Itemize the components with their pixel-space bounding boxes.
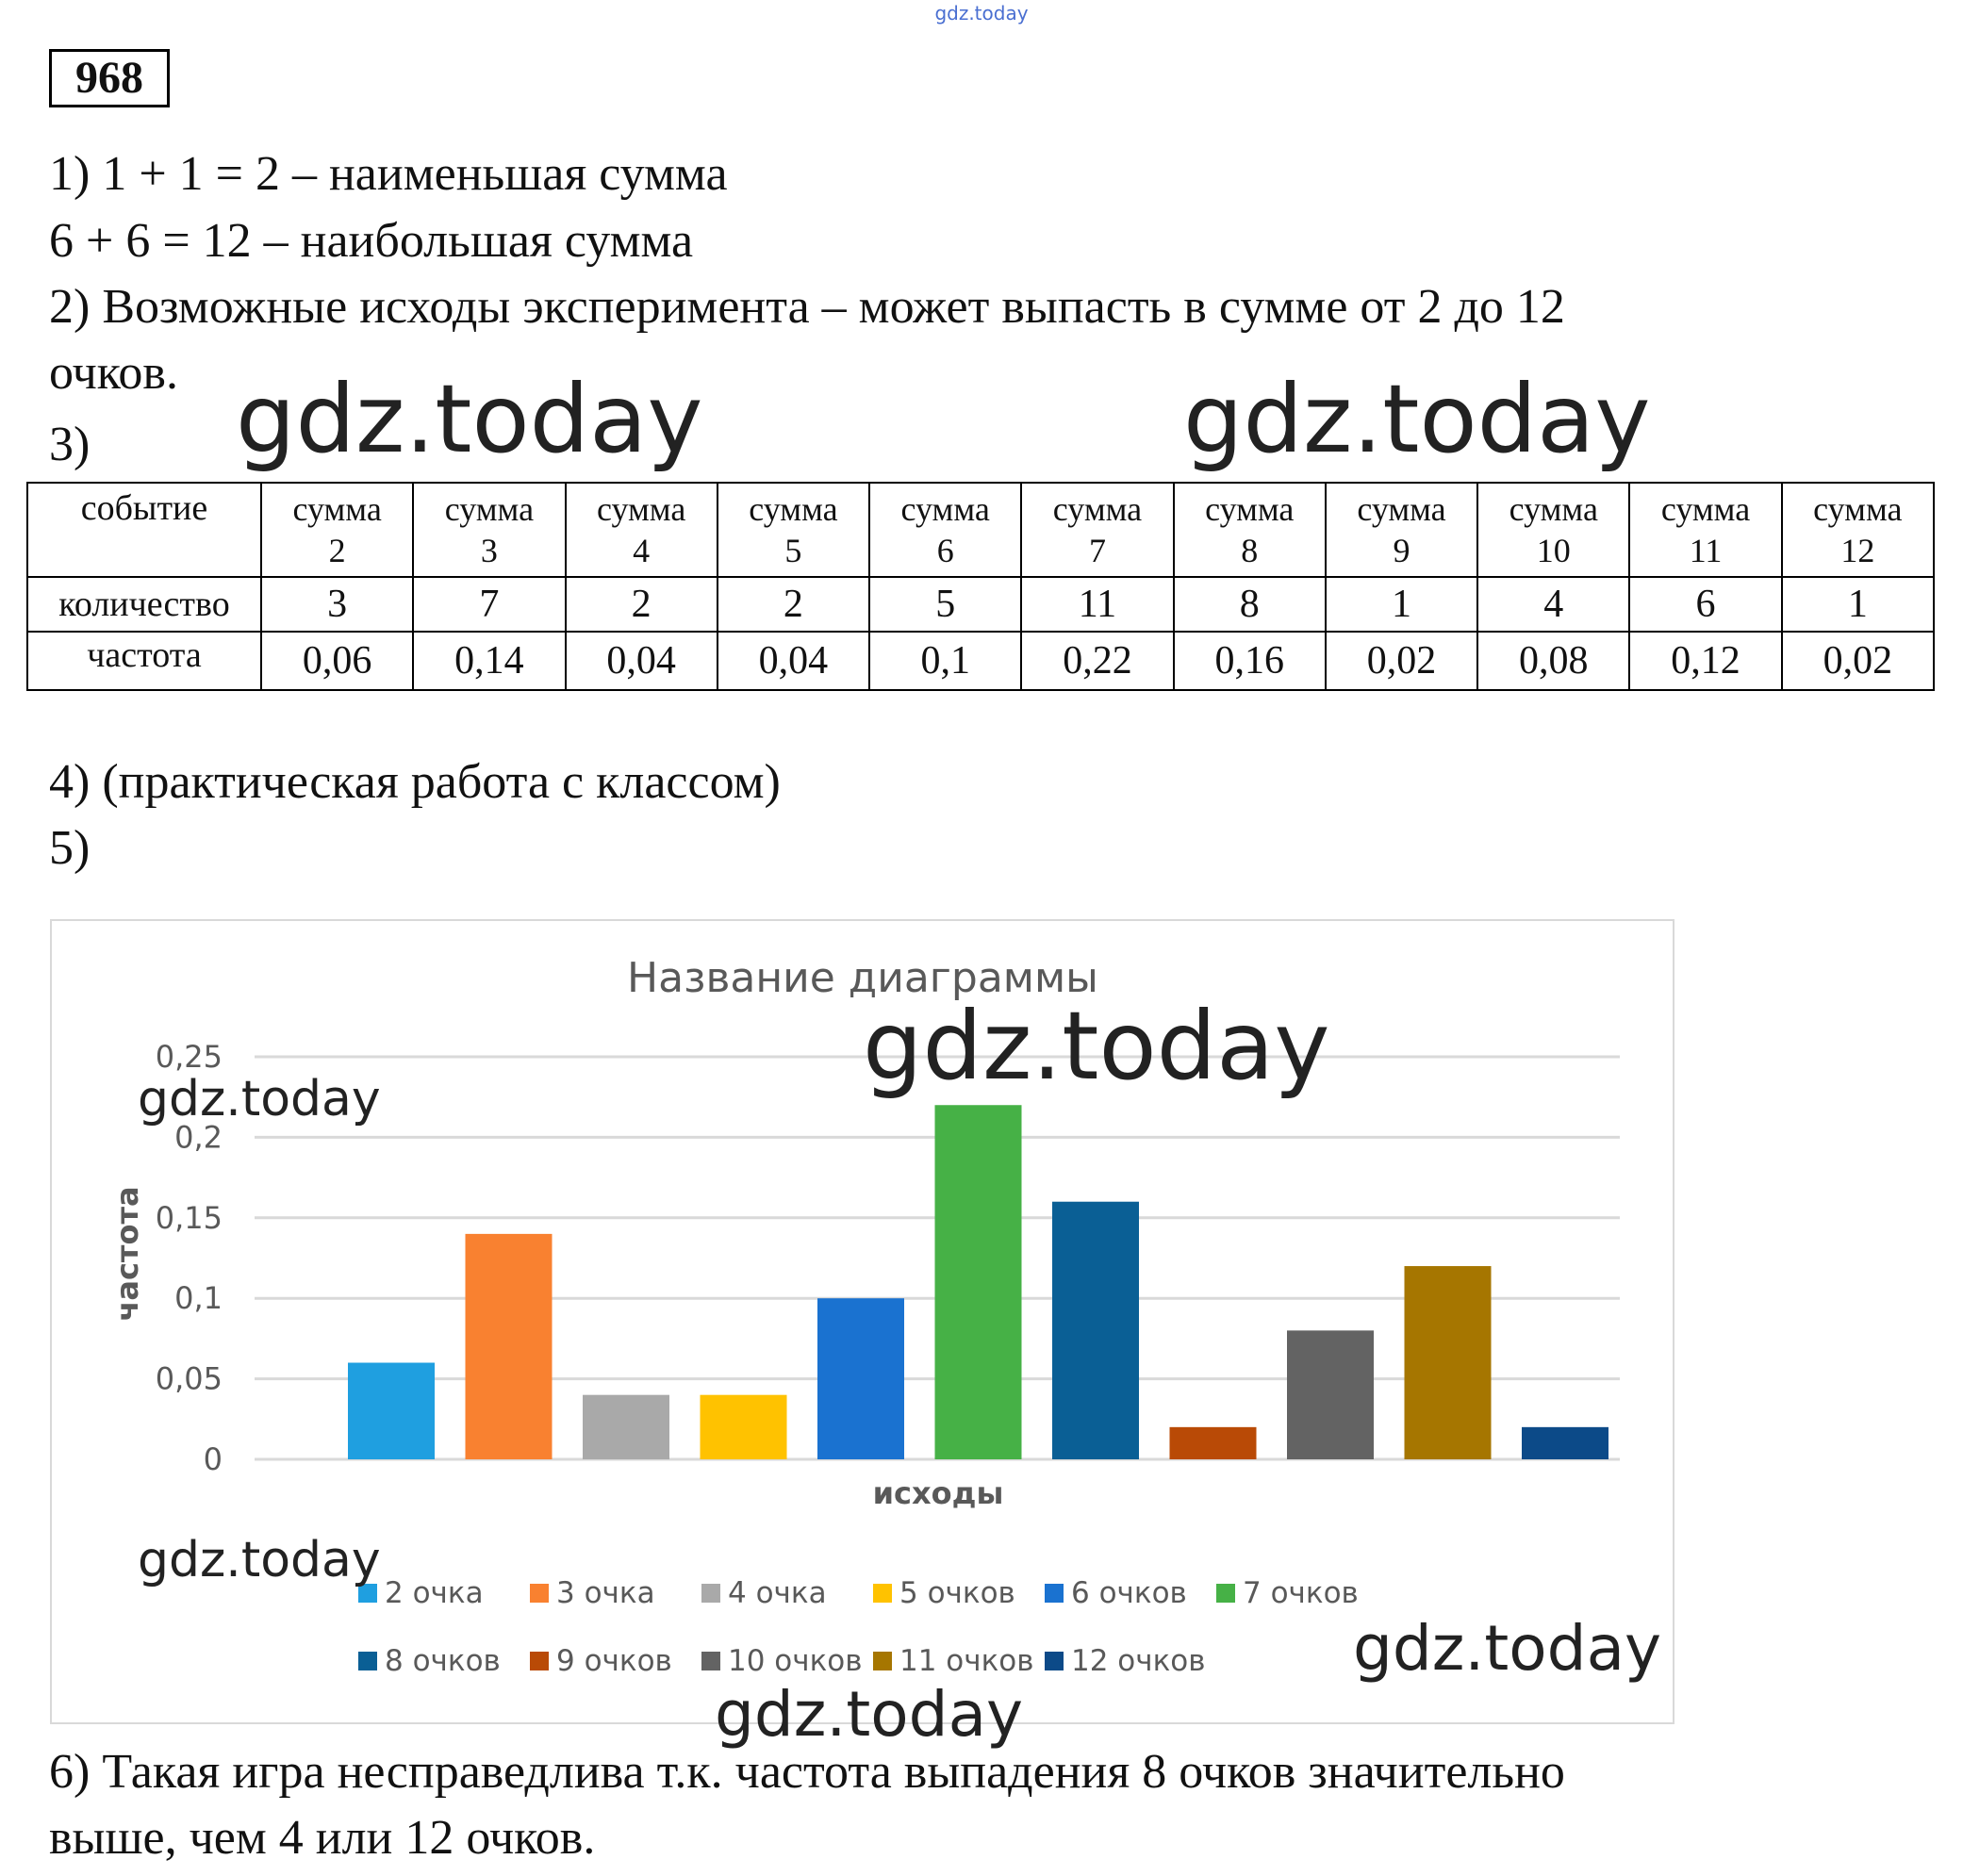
sum-value: 5	[784, 532, 802, 569]
y-tick-label: 0	[203, 1441, 223, 1477]
table-cell-frequency: 0,12	[1629, 632, 1781, 690]
site-watermark-top: gdz.today	[934, 2, 1029, 25]
sum-value: 9	[1393, 532, 1410, 569]
answer-line-6: 4) (практическая работа с классом)	[49, 755, 781, 809]
sum-word: сумма	[900, 490, 990, 528]
table-cell-count: 6	[1629, 577, 1781, 632]
legend-item	[1216, 1576, 1388, 1610]
legend-swatch	[873, 1584, 892, 1603]
table-cell-count: 1	[1782, 577, 1934, 632]
legend-item	[701, 1644, 873, 1678]
legend-label: 2 очка	[385, 1576, 484, 1610]
sum-word: сумма	[1813, 490, 1903, 528]
y-tick-label: 0,2	[174, 1119, 223, 1156]
y-tick-label: 0,15	[155, 1199, 223, 1236]
legend-item	[358, 1644, 530, 1678]
legend-swatch	[701, 1652, 720, 1670]
legend-label: 3 очка	[556, 1576, 655, 1610]
sum-value: 10	[1536, 532, 1571, 569]
y-tick-label: 0,1	[174, 1280, 223, 1317]
table-cell-count: 1	[1326, 577, 1477, 632]
sum-value: 11	[1689, 532, 1723, 569]
table-cell-frequency: 0,02	[1782, 632, 1934, 690]
sum-word: сумма	[292, 490, 382, 528]
table-cell-count: 8	[1174, 577, 1326, 632]
table-cell-frequency: 0,22	[1021, 632, 1173, 690]
sum-word: сумма	[749, 490, 838, 528]
legend-swatch	[530, 1584, 549, 1603]
table-cell-frequency: 0,1	[869, 632, 1021, 690]
legend-label: 11 очков	[899, 1644, 1034, 1678]
answer-line-1: 1) 1 + 1 = 2 – наименьшая сумма	[49, 147, 728, 201]
legend-label: 6 очков	[1071, 1576, 1187, 1610]
sum-value: 3	[480, 532, 498, 569]
sum-word: сумма	[1357, 490, 1446, 528]
legend-label: 4 очка	[728, 1576, 827, 1610]
answer-line-9: выше, чем 4 или 12 очков.	[49, 1811, 596, 1865]
answer-line-4: очков.	[49, 346, 178, 400]
chart-legend-row-2	[358, 1644, 1216, 1678]
legend-label: 7 очков	[1243, 1576, 1359, 1610]
legend-item	[530, 1644, 701, 1678]
legend-item	[530, 1576, 701, 1610]
legend-swatch	[1216, 1584, 1235, 1603]
sum-word: сумма	[1205, 490, 1295, 528]
answer-line-3: 2) Возможные исходы эксперимента – может выпасть в сумме от 2 до 12	[49, 280, 1565, 334]
legend-swatch	[358, 1652, 377, 1670]
sum-word: сумма	[1660, 490, 1751, 528]
bar	[348, 1363, 435, 1459]
bar	[935, 1105, 1022, 1459]
sum-value: 8	[1241, 532, 1259, 569]
legend-swatch	[873, 1652, 892, 1670]
row-label-event: событие	[27, 483, 261, 577]
table-cell-count: 3	[261, 577, 413, 632]
bar	[701, 1395, 787, 1459]
table-cell-count: 2	[566, 577, 718, 632]
sum-value: 2	[328, 532, 346, 569]
bar	[1170, 1427, 1257, 1459]
sum-value: 6	[936, 532, 954, 569]
legend-item	[1045, 1576, 1216, 1610]
watermark: gdz.today	[1183, 364, 1651, 474]
legend-swatch	[1045, 1652, 1064, 1670]
watermark: gdz.today	[715, 1678, 1024, 1751]
sum-value: 4	[633, 532, 651, 569]
table-cell-frequency: 0,16	[1174, 632, 1326, 690]
legend-label: 5 очков	[899, 1576, 1015, 1610]
table-cell-frequency: 0,14	[413, 632, 565, 690]
bar	[583, 1395, 669, 1459]
table-cell-count: 7	[413, 577, 565, 632]
answer-line-5: 3)	[49, 418, 91, 471]
row-label-count: количество	[27, 577, 261, 632]
x-axis-label: исходы	[872, 1475, 1004, 1511]
sum-word: сумма	[597, 490, 686, 528]
table-cell-frequency: 0,04	[566, 632, 718, 690]
table-cell-count: 4	[1477, 577, 1629, 632]
table-cell-frequency: 0,02	[1326, 632, 1477, 690]
legend-item	[873, 1644, 1045, 1678]
table-cell-frequency: 0,04	[718, 632, 869, 690]
answer-line-7: 5)	[49, 821, 91, 875]
table-cell-count: 2	[718, 577, 869, 632]
bar	[1052, 1202, 1139, 1459]
bar	[1522, 1427, 1608, 1459]
legend-label: 12 очков	[1071, 1644, 1206, 1678]
sum-word: сумма	[1509, 490, 1598, 528]
bar	[1405, 1266, 1492, 1459]
bar	[817, 1298, 904, 1459]
table-cell-frequency: 0,08	[1477, 632, 1629, 690]
y-tick-label: 0,05	[155, 1360, 223, 1397]
sum-word: сумма	[444, 490, 535, 528]
sum-word: сумма	[1052, 490, 1143, 528]
watermark: gdz.today	[236, 364, 703, 474]
chart-title: Название диаграммы	[627, 954, 1098, 1002]
answer-line-2: 6 + 6 = 12 – наибольшая сумма	[49, 214, 694, 268]
sum-value: 7	[1088, 532, 1106, 569]
legend-label: 10 очков	[728, 1644, 863, 1678]
legend-swatch	[1045, 1584, 1064, 1603]
problem-number: 968	[49, 49, 170, 107]
legend-item	[1045, 1644, 1216, 1678]
row-label-frequency: частота	[27, 632, 261, 690]
legend-swatch	[701, 1584, 720, 1603]
y-tick-label: 0,25	[155, 1039, 223, 1075]
bar	[466, 1234, 553, 1459]
table-cell-count: 11	[1021, 577, 1173, 632]
legend-label: 9 очков	[556, 1644, 672, 1678]
legend-label: 8 очков	[385, 1644, 501, 1678]
chart-legend-row-1	[358, 1576, 1388, 1610]
legend-item	[701, 1576, 873, 1610]
legend-swatch	[530, 1652, 549, 1670]
watermark: gdz.today	[1353, 1612, 1662, 1685]
legend-item	[358, 1576, 530, 1610]
watermark: gdz.today	[863, 991, 1330, 1101]
watermark: gdz.today	[138, 1071, 381, 1127]
legend-item	[873, 1576, 1045, 1610]
answer-line-8: 6) Такая игра несправедлива т.к. частота выпадения 8 очков значительно	[49, 1745, 1565, 1799]
bar	[1287, 1330, 1374, 1459]
watermark: gdz.today	[138, 1532, 381, 1588]
table-cell-frequency: 0,06	[261, 632, 413, 690]
table-cell-count: 5	[869, 577, 1021, 632]
sum-value: 12	[1840, 532, 1875, 569]
y-axis-label: частота	[109, 1186, 145, 1322]
